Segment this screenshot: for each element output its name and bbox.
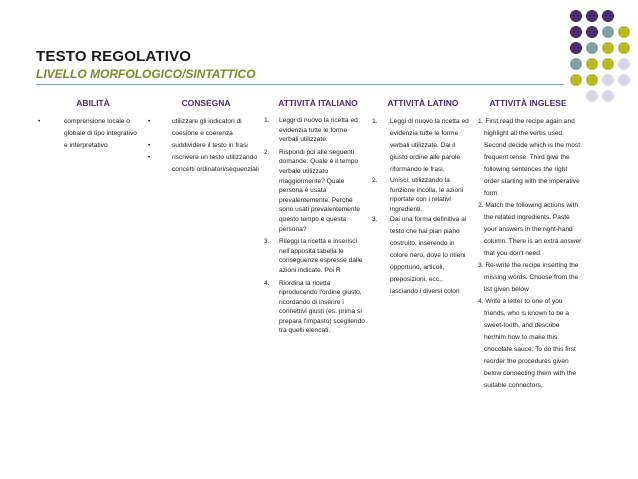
- column-consegna: [148, 116, 260, 176]
- dot: [618, 58, 630, 70]
- dot: [586, 42, 598, 54]
- consegna-text: suddividere il testo in frasi: [172, 142, 248, 149]
- dot: [570, 58, 582, 70]
- list-item: [264, 116, 366, 145]
- dot: [570, 26, 582, 38]
- page-subtitle: LIVELLO MORFOLOGICO/SINTATTICO: [36, 67, 256, 81]
- list-item: [264, 148, 366, 234]
- list-number: 4.: [478, 298, 484, 305]
- header-latino: ATTIVITÀ LATINO: [387, 98, 459, 108]
- page-title: TESTO REGOLATIVO: [36, 48, 192, 65]
- list-number: 3.: [478, 262, 484, 269]
- dot: [602, 74, 614, 86]
- dot: [586, 10, 598, 22]
- bullet: •: [148, 154, 151, 161]
- list-item: [372, 214, 472, 298]
- list-item: [148, 116, 260, 140]
- dot-pattern-decoration: [564, 6, 634, 102]
- inglese-text: Write a letter to one of you friends, who is known to be a sweet-tooth, and describe her/him how to make this chocolate sauce. To do this first reorder the procedures given below connecting them with the suitable connectors.: [484, 298, 577, 389]
- dot: [586, 26, 598, 38]
- list-item: [148, 152, 260, 176]
- dot: [602, 10, 614, 22]
- list-item: [372, 116, 472, 176]
- bullet: •: [148, 142, 151, 149]
- header-inglese: ATTIVITÀ INGLESE: [489, 98, 567, 108]
- list-number: 1.: [264, 117, 270, 124]
- header-consegna: CONSEGNA: [181, 98, 231, 108]
- inglese-text: Re-write the recipe inserting the missing words. Choose from the list given below: [484, 262, 579, 293]
- italiano-text: Rispondi poi alle seguenti domande: Quale è il tempo verbale utilizzato maggiormente? Quale persona è usata prevalentemente, Perché sono usati prevalentemente questo tempo e questa persona?: [279, 148, 361, 233]
- dot: [570, 10, 582, 22]
- column-abilita: [38, 116, 138, 152]
- list-item: [372, 176, 472, 214]
- list-item: [478, 260, 582, 296]
- list-item: [264, 237, 366, 275]
- list-number: 3.: [372, 216, 378, 224]
- list-item: [478, 116, 582, 200]
- dot: [618, 74, 630, 86]
- italiano-text: Rileggi la ricetta e inserisci nell'apposita tabella le conseguenze espresse dalle azioni indicate. Poi R: [279, 238, 363, 274]
- latino-text: Unisci, utilizzando la funzione incolla, le azioni riportate con i relativi ingredienti.: [390, 177, 464, 213]
- header-abilita: ABILITÀ: [76, 98, 110, 108]
- dot: [586, 74, 598, 86]
- consegna-text: utilizzare gli indicatori di coesione e coerenza: [172, 118, 242, 137]
- bullet: •: [148, 118, 151, 125]
- list-number: 1.: [372, 118, 378, 125]
- title-divider: [36, 84, 564, 85]
- dot: [618, 42, 630, 54]
- dot: [602, 90, 614, 102]
- dot: [570, 42, 582, 54]
- list-number: 2.: [372, 177, 378, 184]
- dot: [570, 74, 582, 86]
- list-item: [38, 116, 138, 152]
- latino-text: Dai una forma definitiva al testo che hai pian piano costruito, inserendo in colore nero, dove lo ritieni opportuno, articoli, preposizioni, ecc., lasciando i diversi colori: [390, 216, 467, 296]
- column-italiano: [264, 116, 366, 336]
- header-italiano: ATTIVITÀ ITALIANO: [278, 98, 358, 108]
- bullet: •: [38, 118, 41, 125]
- column-latino: [372, 116, 472, 298]
- list-number: 3.: [264, 238, 270, 246]
- dot: [602, 58, 614, 70]
- dot: [602, 42, 614, 54]
- column-inglese: [478, 116, 582, 392]
- dot: [618, 26, 630, 38]
- consegna-text: riscrivere un testo utilizzando concetti ordinatori/sequenziali: [172, 154, 259, 173]
- list-item: [478, 296, 582, 392]
- inglese-text: First read the recipe again and highlight all the verbs used. Second decide which is the most frequent tense. Third give the following sentences the right order starting with the imperative form: [484, 118, 581, 197]
- list-number: 1.: [478, 118, 484, 125]
- list-item: [264, 279, 366, 337]
- dot: [586, 58, 598, 70]
- list-item: [478, 200, 582, 260]
- dot: [586, 90, 598, 102]
- inglese-text: Match the following actions with the related ingredients. Paste your answers in the right-hand column. There is an extra answer that you don't need.: [484, 202, 582, 257]
- list-number: 2.: [264, 148, 270, 156]
- italiano-text: Leggi di nuovo la ricetta ed evidenzia tutte le forme verbali utilizzate.: [279, 117, 358, 144]
- abilita-text: comprensione locale o globale di tipo integrativo e interpretativo: [64, 118, 137, 149]
- italiano-text: Riordina la ricetta riproducendo l'ordine giusto, ricordando di inserire i connettivi giusti (es. prima si prepara l'impasto) scegliendo tra quelli elencati.: [279, 279, 365, 335]
- latino-text: Leggi di nuovo la ricetta ed evidenzia tutte le forme verbali utilizzate. Dai il giusto ordine alle parole riformando le frasi.: [390, 118, 469, 173]
- list-item: [148, 140, 260, 152]
- list-number: 2.: [478, 202, 484, 209]
- dot: [602, 26, 614, 38]
- list-number: 4.: [264, 279, 270, 287]
